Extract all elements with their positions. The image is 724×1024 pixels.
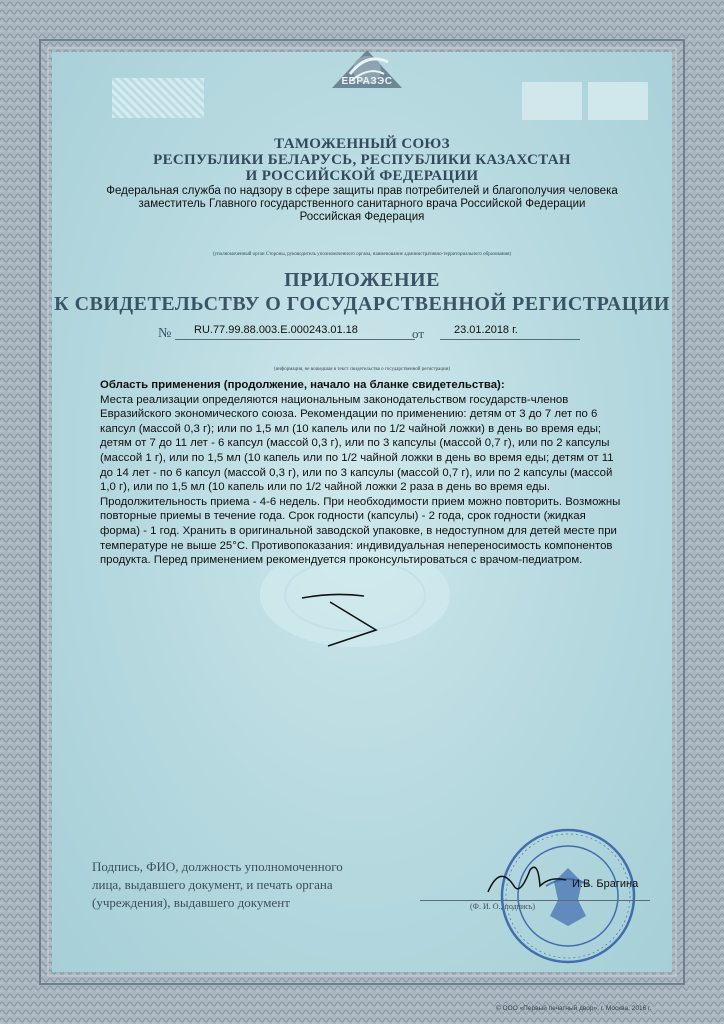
scope-line: продукта. Перед применением рекомендуется проконсультироваться с врачом-педиатром.: [100, 554, 583, 567]
union-line: РЕСПУБЛИКИ БЕЛАРУСЬ, РЕСПУБЛИКИ КАЗАХСТАН: [153, 152, 571, 168]
signature-underline: [420, 900, 650, 901]
hologram-strip: [112, 78, 204, 118]
scope-heading: Область применения (продолжение, начало на бланке свидетельства):: [100, 379, 505, 391]
authority-caption: (уполномоченный орган Стороны, руководитель уполномоченного органа, наименование административно-территориального образования): [212, 252, 512, 257]
handwritten-signature: [480, 856, 580, 906]
agency-line: Российская Федерация: [299, 211, 425, 223]
signature-label-line: (учреждения), выдавшего документ: [92, 895, 290, 910]
registration-number: RU.77.99.88.003.Е.000243.01.18: [194, 324, 358, 336]
scope-line: Евразийского экономического союза. Рекомендации по применению: детям от 3 до 7 лет по 6: [100, 408, 598, 421]
security-panel: [522, 82, 582, 120]
customs-union-heading: [0, 136, 724, 184]
registration-caption: (информация, не вошедшая в текст свидетельства о государственной регистрации): [273, 367, 451, 372]
printer-note: © ООО «Первый печатный двор», г. Москва, 2016 г.: [496, 1005, 652, 1012]
signature-label: [92, 858, 412, 912]
end-of-text-mark: [294, 588, 414, 658]
scope-text-block: [100, 378, 640, 568]
agency-line: заместитель Главного государственного санитарного врача Российской Федерации: [138, 198, 586, 210]
scope-line: капсул (массой 0,3 г); или по 1,5 мл (10 капель или по 1/2 чайной ложки) в день во время еды;: [100, 422, 602, 435]
signature-label-line: Подпись, ФИО, должность уполномоченного: [92, 859, 343, 874]
registration-date: 23.01.2018 г.: [454, 324, 518, 336]
title-line: К СВИДЕТЕЛЬСТВУ О ГОСУДАРСТВЕННОЙ РЕГИСТРАЦИИ: [54, 293, 670, 315]
number-underline: [175, 339, 415, 340]
security-panel: [588, 82, 648, 120]
date-underline: [440, 339, 580, 340]
logo-label: ЕВРАЗЭС: [341, 76, 393, 87]
union-line: И РОССИЙСКОЙ ФЕДЕРАЦИИ: [245, 168, 479, 184]
date-label: от: [412, 326, 425, 341]
agency-line: Федеральная служба по надзору в сфере защиты прав потребителей и благополучия человека: [106, 185, 618, 197]
scope-line: форма) - 1 год. Хранить в оригинальной заводской упаковке, в недоступном для детей месте при: [100, 524, 617, 537]
signer-name: И.В. Брагина: [572, 878, 639, 890]
number-label: №: [158, 326, 172, 341]
scope-line: повторные приемы в течение года. Срок годности (капсулы) - 2 года, срок годности (жидкая: [100, 510, 586, 523]
scope-line: детям от 7 до 11 лет - 6 капсул (массой 0,3 г), или по 3 капсулы (массой 0,7 г), или по 2 капсулы: [100, 437, 610, 450]
issuing-agency: [0, 185, 724, 224]
title-line: ПРИЛОЖЕНИЕ: [284, 269, 440, 291]
scope-line: Места реализации определяются национальным законодательством государств-членов: [100, 393, 569, 406]
signature-caption: (Ф. И. О., подпись): [470, 902, 536, 911]
scope-line: Продолжительность приема - 4-6 недель. При необходимости прием можно повторить. Возможны: [100, 495, 621, 508]
scope-line: до 14 лет - по 6 капсул (массой 0,3 г), или по 3 капсулы (массой 0,7 г), или по 2 капсулы (массой: [100, 466, 613, 479]
registration-line: [150, 322, 580, 342]
scope-line: 1,0 г), или по 1,5 мл (10 капель или по 1/2 чайной ложки 2 раза в день во время еды.: [100, 481, 551, 494]
scope-line: температуре не выше 25°С. Противопоказания: индивидуальная непереносимость компонентов: [100, 539, 613, 552]
document-title: [0, 268, 724, 316]
signature-label-line: лица, выдавшего документ, и печать органа: [92, 877, 333, 892]
eurasec-logo-icon: [322, 30, 412, 110]
union-line: ТАМОЖЕННЫЙ СОЮЗ: [274, 136, 450, 152]
scope-line: (массой 1 г), или по 1,5 мл (10 капель или по 1/2 чайной ложки в день во время еды; детям от 11: [100, 451, 614, 464]
